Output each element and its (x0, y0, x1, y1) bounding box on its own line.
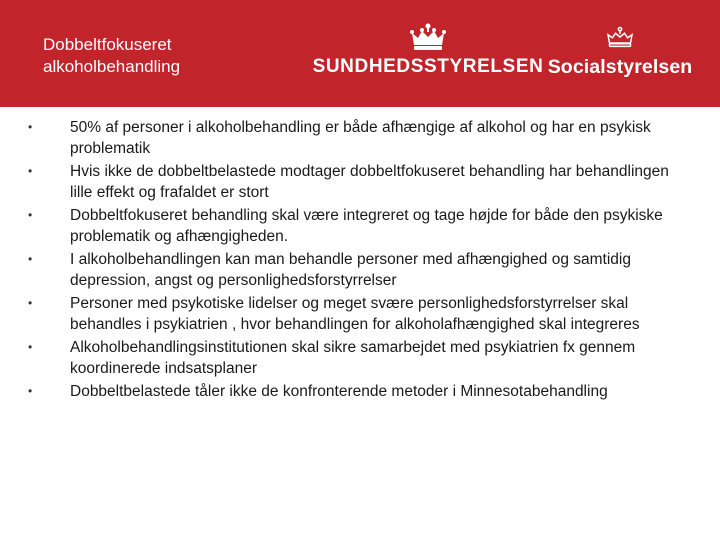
list-item (28, 249, 688, 291)
socialstyrelsen-wordmark: Socialstyrelsen (547, 56, 693, 78)
list-item (28, 337, 688, 379)
bullet-text: Alkoholbehandlingsinstitutionen skal sikre samarbejdet med psykiatrien fx gennem koordinerede indsatsplaner (70, 339, 636, 377)
bullet-icon: • (28, 120, 33, 134)
bullet-list (28, 117, 688, 404)
socialstyrelsen-logo (545, 23, 695, 79)
bullet-text: Dobbeltfokuseret behandling skal være integreret og tage højde for både den psykiske problematik og afhængigheden. (70, 207, 663, 245)
bullet-text: Dobbeltbelastede tåler ikke de konfronterende metoder i Minnesotabehandling (70, 383, 608, 400)
bullet-text: 50% af personer i alkoholbehandling er både afhængige af alkohol og har en psykisk problematik (70, 119, 651, 157)
bullet-icon: • (28, 296, 33, 310)
list-item (28, 205, 688, 247)
crown-icon (605, 23, 635, 51)
bullet-text: Hvis ikke de dobbeltbelastede modtager dobbeltfokuseret behandling har behandlingen lille effekt og frafaldet er stort (70, 163, 669, 201)
bullet-icon: • (28, 340, 33, 354)
sundhedsstyrelsen-logo (312, 23, 544, 78)
bullet-text: I alkoholbehandlingen kan man behandle personer med afhængighed og samtidig depression, angst og personlighedsforstyrrelser (70, 251, 631, 289)
bullet-icon: • (28, 164, 33, 178)
bullet-icon: • (28, 384, 33, 398)
list-item (28, 117, 688, 159)
list-item (28, 381, 688, 402)
crown-icon (408, 23, 448, 51)
header-bar (0, 0, 720, 107)
list-item (28, 161, 688, 203)
bullet-icon: • (28, 208, 33, 222)
bullet-icon: • (28, 252, 33, 266)
bullet-text: Personer med psykotiske lidelser og meget svære personlighedsforstyrrelser skal behandles i psykiatrien , hvor behandlingen for alkoholafhængighed skal integreres (70, 295, 640, 333)
sundhedsstyrelsen-wordmark: SUNDHEDSSTYRELSEN (312, 56, 544, 77)
list-item (28, 293, 688, 335)
slide-title: Dobbeltfokuseret alkoholbehandling (43, 35, 181, 76)
